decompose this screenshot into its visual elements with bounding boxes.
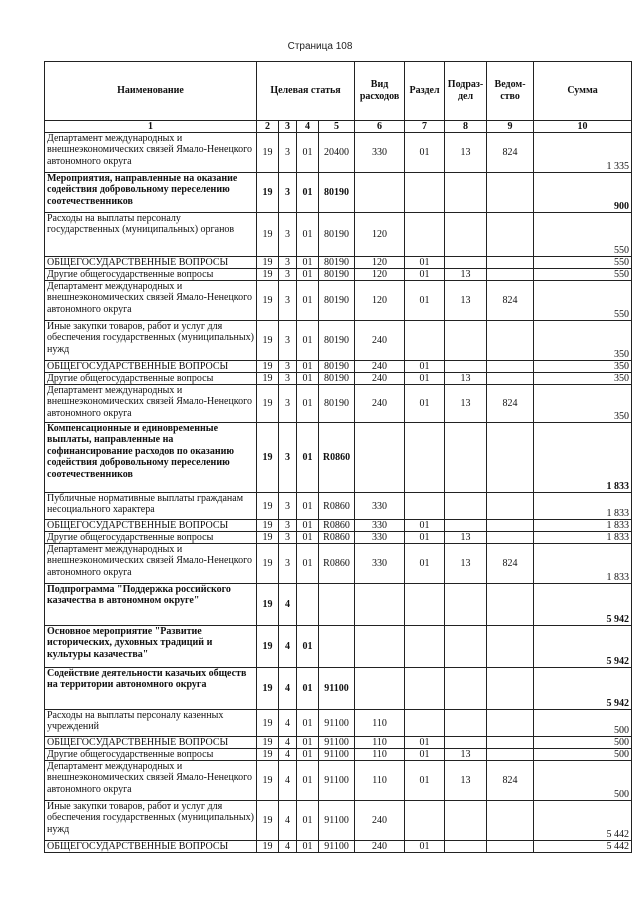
vedomstvo-cell: [487, 173, 534, 213]
table-row: [45, 749, 632, 761]
col-number: 10: [534, 121, 632, 133]
row-name-cell: Иные закупки товаров, работ и услуг для обеспечения государственных (муниципальных) нужд: [45, 321, 257, 361]
row-name-cell: Публичные нормативные выплаты гражданам несоциального характера: [45, 493, 257, 520]
razdel-cell: 01: [405, 385, 445, 423]
table-row: [45, 520, 632, 532]
sum-cell: 500: [534, 710, 632, 737]
sum-cell: 900: [534, 173, 632, 213]
target-code-2-cell: 19: [257, 385, 279, 423]
sum-cell: 550: [534, 257, 632, 269]
target-code-4-cell: 01: [297, 493, 319, 520]
target-code-2-cell: 19: [257, 257, 279, 269]
vid-cell: 120: [355, 281, 405, 321]
sum-cell: 5 942: [534, 626, 632, 668]
razdel-cell: 01: [405, 761, 445, 801]
sum-cell: 1 833: [534, 493, 632, 520]
razdel-cell: 01: [405, 361, 445, 373]
razdel-cell: [405, 710, 445, 737]
podrazdel-cell: [445, 493, 487, 520]
sum-cell: 1 833: [534, 423, 632, 493]
target-code-3-cell: 4: [279, 710, 297, 737]
col-number: 9: [487, 121, 534, 133]
col-number: 7: [405, 121, 445, 133]
target-code-4-cell: 01: [297, 423, 319, 493]
target-code-5-cell: 80190: [319, 269, 355, 281]
vid-cell: [355, 668, 405, 710]
podrazdel-cell: [445, 361, 487, 373]
podrazdel-cell: [445, 423, 487, 493]
razdel-cell: 01: [405, 520, 445, 532]
target-code-4-cell: 01: [297, 361, 319, 373]
razdel-cell: 01: [405, 749, 445, 761]
vedomstvo-cell: [487, 710, 534, 737]
target-code-4-cell: 01: [297, 761, 319, 801]
target-code-4-cell: 01: [297, 321, 319, 361]
target-code-5-cell: 80190: [319, 281, 355, 321]
target-code-5-cell: 80190: [319, 373, 355, 385]
podrazdel-cell: 13: [445, 373, 487, 385]
vedomstvo-cell: [487, 668, 534, 710]
sum-cell: 550: [534, 281, 632, 321]
vid-cell: 240: [355, 373, 405, 385]
target-code-2-cell: 19: [257, 532, 279, 544]
col-number: 3: [279, 121, 297, 133]
target-code-3-cell: 3: [279, 493, 297, 520]
target-code-4-cell: 01: [297, 749, 319, 761]
target-code-4-cell: 01: [297, 385, 319, 423]
podrazdel-cell: 13: [445, 532, 487, 544]
target-code-5-cell: R0860: [319, 520, 355, 532]
row-name-cell: Основное мероприятие "Развитие исторических, духовных традиций и культуры казачества": [45, 626, 257, 668]
razdel-cell: [405, 493, 445, 520]
vid-cell: 330: [355, 544, 405, 584]
target-code-4-cell: 01: [297, 373, 319, 385]
target-code-2-cell: 19: [257, 710, 279, 737]
vid-cell: 110: [355, 749, 405, 761]
table-row: [45, 281, 632, 321]
vid-cell: 240: [355, 801, 405, 841]
row-name-cell: Департамент международных и внешнеэкономических связей Ямало-Ненецкого автономного округа: [45, 761, 257, 801]
vedomstvo-cell: 824: [487, 133, 534, 173]
target-code-4-cell: 01: [297, 532, 319, 544]
header-name: Наименование: [45, 62, 257, 121]
vid-cell: 120: [355, 213, 405, 257]
table-row: [45, 544, 632, 584]
sum-cell: 5 442: [534, 841, 632, 853]
table-row: [45, 173, 632, 213]
table-row: [45, 801, 632, 841]
table-header: [45, 62, 632, 133]
sum-cell: 1 833: [534, 520, 632, 532]
table-row: [45, 269, 632, 281]
vedomstvo-cell: 824: [487, 281, 534, 321]
target-code-3-cell: 3: [279, 257, 297, 269]
sum-cell: 500: [534, 761, 632, 801]
table-row: [45, 532, 632, 544]
col-number: 8: [445, 121, 487, 133]
podrazdel-cell: [445, 710, 487, 737]
vid-cell: 240: [355, 361, 405, 373]
target-code-2-cell: 19: [257, 269, 279, 281]
target-code-3-cell: 3: [279, 373, 297, 385]
target-code-2-cell: 19: [257, 584, 279, 626]
row-name-cell: Подпрограмма "Поддержка российского казачества в автономном округе": [45, 584, 257, 626]
target-code-3-cell: 3: [279, 423, 297, 493]
table-row: [45, 737, 632, 749]
vedomstvo-cell: [487, 532, 534, 544]
target-code-5-cell: 20400: [319, 133, 355, 173]
target-code-2-cell: 19: [257, 493, 279, 520]
razdel-cell: 01: [405, 257, 445, 269]
table-row: [45, 761, 632, 801]
target-code-3-cell: 4: [279, 668, 297, 710]
target-code-5-cell: 91100: [319, 710, 355, 737]
razdel-cell: [405, 213, 445, 257]
vid-cell: [355, 584, 405, 626]
podrazdel-cell: [445, 668, 487, 710]
table-row: [45, 213, 632, 257]
target-code-2-cell: 19: [257, 173, 279, 213]
target-code-5-cell: 91100: [319, 761, 355, 801]
col-number: 5: [319, 121, 355, 133]
podrazdel-cell: [445, 173, 487, 213]
target-code-2-cell: 19: [257, 841, 279, 853]
header-podrazdel: Подраз-дел: [445, 62, 487, 121]
podrazdel-cell: 13: [445, 749, 487, 761]
target-code-5-cell: 80190: [319, 321, 355, 361]
vid-cell: 120: [355, 269, 405, 281]
razdel-cell: 01: [405, 373, 445, 385]
row-name-cell: Мероприятия, направленные на оказание содействия добровольному переселению соотечественников: [45, 173, 257, 213]
budget-table: [44, 61, 632, 853]
row-name-cell: ОБЩЕГОСУДАРСТВЕННЫЕ ВОПРОСЫ: [45, 257, 257, 269]
target-code-2-cell: 19: [257, 626, 279, 668]
sum-cell: 5 942: [534, 584, 632, 626]
target-code-4-cell: 01: [297, 801, 319, 841]
target-code-4-cell: 01: [297, 544, 319, 584]
vid-cell: 330: [355, 493, 405, 520]
row-name-cell: Другие общегосударственные вопросы: [45, 373, 257, 385]
target-code-5-cell: R0860: [319, 423, 355, 493]
target-code-4-cell: 01: [297, 133, 319, 173]
razdel-cell: 01: [405, 737, 445, 749]
vedomstvo-cell: [487, 841, 534, 853]
col-number: 4: [297, 121, 319, 133]
podrazdel-cell: 13: [445, 269, 487, 281]
vedomstvo-cell: [487, 493, 534, 520]
podrazdel-cell: 13: [445, 544, 487, 584]
vedomstvo-cell: 824: [487, 385, 534, 423]
target-code-3-cell: 3: [279, 213, 297, 257]
podrazdel-cell: [445, 520, 487, 532]
razdel-cell: 01: [405, 133, 445, 173]
target-code-3-cell: 3: [279, 321, 297, 361]
table-row: [45, 423, 632, 493]
vid-cell: 330: [355, 520, 405, 532]
header-vedomstvo: Ведом-ство: [487, 62, 534, 121]
target-code-3-cell: 3: [279, 361, 297, 373]
target-code-4-cell: 01: [297, 737, 319, 749]
header-target: Целевая статья: [257, 62, 355, 121]
target-code-3-cell: 3: [279, 520, 297, 532]
sum-cell: 500: [534, 749, 632, 761]
vid-cell: 110: [355, 737, 405, 749]
row-name-cell: Департамент международных и внешнеэкономических связей Ямало-Ненецкого автономного округа: [45, 133, 257, 173]
target-code-2-cell: 19: [257, 801, 279, 841]
target-code-5-cell: 91100: [319, 801, 355, 841]
vid-cell: 240: [355, 321, 405, 361]
target-code-5-cell: 80190: [319, 385, 355, 423]
target-code-5-cell: 80190: [319, 257, 355, 269]
target-code-5-cell: 91100: [319, 749, 355, 761]
target-code-5-cell: [319, 626, 355, 668]
target-code-2-cell: 19: [257, 213, 279, 257]
podrazdel-cell: [445, 626, 487, 668]
vid-cell: 330: [355, 532, 405, 544]
target-code-2-cell: 19: [257, 749, 279, 761]
target-code-3-cell: 3: [279, 532, 297, 544]
table-body: [45, 133, 632, 853]
podrazdel-cell: [445, 737, 487, 749]
target-code-4-cell: 01: [297, 841, 319, 853]
sum-cell: 550: [534, 269, 632, 281]
table-row: [45, 385, 632, 423]
sum-cell: 350: [534, 385, 632, 423]
target-code-5-cell: 91100: [319, 668, 355, 710]
target-code-2-cell: 19: [257, 544, 279, 584]
col-number: 1: [45, 121, 257, 133]
vid-cell: 240: [355, 841, 405, 853]
row-name-cell: ОБЩЕГОСУДАРСТВЕННЫЕ ВОПРОСЫ: [45, 361, 257, 373]
vid-cell: 330: [355, 133, 405, 173]
target-code-4-cell: 01: [297, 520, 319, 532]
row-name-cell: Другие общегосударственные вопросы: [45, 749, 257, 761]
row-name-cell: Расходы на выплаты персоналу государственных (муниципальных) органов: [45, 213, 257, 257]
row-name-cell: Другие общегосударственные вопросы: [45, 532, 257, 544]
col-number: 6: [355, 121, 405, 133]
razdel-cell: [405, 173, 445, 213]
target-code-3-cell: 3: [279, 133, 297, 173]
vedomstvo-cell: [487, 423, 534, 493]
col-number: 2: [257, 121, 279, 133]
target-code-3-cell: 4: [279, 801, 297, 841]
target-code-4-cell: 01: [297, 281, 319, 321]
row-name-cell: Департамент международных и внешнеэкономических связей Ямало-Ненецкого автономного округа: [45, 281, 257, 321]
target-code-4-cell: 01: [297, 710, 319, 737]
target-code-2-cell: 19: [257, 321, 279, 361]
sum-cell: 350: [534, 373, 632, 385]
vedomstvo-cell: [487, 213, 534, 257]
table-row: [45, 321, 632, 361]
target-code-5-cell: 80190: [319, 361, 355, 373]
vid-cell: 110: [355, 710, 405, 737]
target-code-2-cell: 19: [257, 761, 279, 801]
sum-cell: 350: [534, 361, 632, 373]
table-row: [45, 493, 632, 520]
vedomstvo-cell: [487, 373, 534, 385]
table-row: [45, 626, 632, 668]
row-name-cell: Расходы на выплаты персоналу казенных учреждений: [45, 710, 257, 737]
sum-cell: 350: [534, 321, 632, 361]
target-code-3-cell: 4: [279, 761, 297, 801]
row-name-cell: Другие общегосударственные вопросы: [45, 269, 257, 281]
vedomstvo-cell: [487, 321, 534, 361]
sum-cell: 1 833: [534, 544, 632, 584]
sum-cell: 1 335: [534, 133, 632, 173]
target-code-3-cell: 3: [279, 385, 297, 423]
podrazdel-cell: 13: [445, 133, 487, 173]
vid-cell: [355, 173, 405, 213]
row-name-cell: Иные закупки товаров, работ и услуг для обеспечения государственных (муниципальных) нужд: [45, 801, 257, 841]
sum-cell: 500: [534, 737, 632, 749]
razdel-cell: 01: [405, 281, 445, 321]
target-code-3-cell: 3: [279, 281, 297, 321]
row-name-cell: ОБЩЕГОСУДАРСТВЕННЫЕ ВОПРОСЫ: [45, 520, 257, 532]
razdel-cell: [405, 423, 445, 493]
razdel-cell: [405, 321, 445, 361]
razdel-cell: 01: [405, 544, 445, 584]
budget-table-container: [44, 61, 631, 853]
target-code-4-cell: 01: [297, 173, 319, 213]
vedomstvo-cell: [487, 749, 534, 761]
target-code-5-cell: 80190: [319, 173, 355, 213]
vedomstvo-cell: [487, 737, 534, 749]
razdel-cell: [405, 668, 445, 710]
podrazdel-cell: [445, 584, 487, 626]
target-code-3-cell: 4: [279, 841, 297, 853]
vedomstvo-cell: 824: [487, 761, 534, 801]
target-code-3-cell: 3: [279, 269, 297, 281]
target-code-2-cell: 19: [257, 361, 279, 373]
table-row: [45, 257, 632, 269]
target-code-4-cell: 01: [297, 257, 319, 269]
target-code-3-cell: 4: [279, 737, 297, 749]
target-code-3-cell: 4: [279, 749, 297, 761]
sum-cell: 550: [534, 213, 632, 257]
vid-cell: [355, 423, 405, 493]
target-code-3-cell: 3: [279, 173, 297, 213]
sum-cell: 5 442: [534, 801, 632, 841]
target-code-3-cell: 4: [279, 584, 297, 626]
podrazdel-cell: [445, 801, 487, 841]
vedomstvo-cell: 824: [487, 544, 534, 584]
target-code-4-cell: 01: [297, 668, 319, 710]
target-code-2-cell: 19: [257, 520, 279, 532]
podrazdel-cell: 13: [445, 281, 487, 321]
target-code-4-cell: 01: [297, 269, 319, 281]
vedomstvo-cell: [487, 584, 534, 626]
target-code-2-cell: 19: [257, 423, 279, 493]
vid-cell: 120: [355, 257, 405, 269]
table-row: [45, 133, 632, 173]
target-code-5-cell: [319, 584, 355, 626]
podrazdel-cell: [445, 841, 487, 853]
vedomstvo-cell: [487, 361, 534, 373]
target-code-5-cell: 91100: [319, 841, 355, 853]
row-name-cell: Департамент международных и внешнеэкономических связей Ямало-Ненецкого автономного округа: [45, 385, 257, 423]
vid-cell: [355, 626, 405, 668]
target-code-5-cell: 80190: [319, 213, 355, 257]
vedomstvo-cell: [487, 801, 534, 841]
row-name-cell: Содействие деятельности казачьих обществ на территории автономного округа: [45, 668, 257, 710]
target-code-2-cell: 19: [257, 373, 279, 385]
razdel-cell: [405, 801, 445, 841]
target-code-3-cell: 3: [279, 544, 297, 584]
podrazdel-cell: 13: [445, 761, 487, 801]
vid-cell: 110: [355, 761, 405, 801]
target-code-3-cell: 4: [279, 626, 297, 668]
sum-cell: 5 942: [534, 668, 632, 710]
header-vid: Вид расходов: [355, 62, 405, 121]
target-code-2-cell: 19: [257, 133, 279, 173]
table-row: [45, 668, 632, 710]
target-code-2-cell: 19: [257, 281, 279, 321]
page-label: Страница 108: [287, 41, 353, 52]
vid-cell: 240: [355, 385, 405, 423]
header-razdel: Раздел: [405, 62, 445, 121]
sum-cell: 1 833: [534, 532, 632, 544]
razdel-cell: 01: [405, 269, 445, 281]
target-code-4-cell: 01: [297, 626, 319, 668]
table-row: [45, 373, 632, 385]
vedomstvo-cell: [487, 520, 534, 532]
target-code-5-cell: 91100: [319, 737, 355, 749]
target-code-4-cell: 01: [297, 213, 319, 257]
podrazdel-cell: [445, 213, 487, 257]
razdel-cell: 01: [405, 532, 445, 544]
razdel-cell: [405, 584, 445, 626]
table-row: [45, 361, 632, 373]
podrazdel-cell: [445, 257, 487, 269]
table-row: [45, 584, 632, 626]
row-name-cell: Компенсационные и единовременные выплаты, направленные на софинансирование расходов по оказанию содействия добровольному переселению соотечественников: [45, 423, 257, 493]
target-code-2-cell: 19: [257, 668, 279, 710]
vedomstvo-cell: [487, 269, 534, 281]
target-code-4-cell: [297, 584, 319, 626]
target-code-5-cell: R0860: [319, 532, 355, 544]
razdel-cell: 01: [405, 841, 445, 853]
target-code-2-cell: 19: [257, 737, 279, 749]
podrazdel-cell: 13: [445, 385, 487, 423]
row-name-cell: ОБЩЕГОСУДАРСТВЕННЫЕ ВОПРОСЫ: [45, 737, 257, 749]
razdel-cell: [405, 626, 445, 668]
table-row: [45, 710, 632, 737]
target-code-5-cell: R0860: [319, 544, 355, 584]
row-name-cell: Департамент международных и внешнеэкономических связей Ямало-Ненецкого автономного округа: [45, 544, 257, 584]
podrazdel-cell: [445, 321, 487, 361]
vedomstvo-cell: [487, 626, 534, 668]
vedomstvo-cell: [487, 257, 534, 269]
target-code-5-cell: R0860: [319, 493, 355, 520]
header-summa: Сумма: [534, 62, 632, 121]
table-row: [45, 841, 632, 853]
row-name-cell: ОБЩЕГОСУДАРСТВЕННЫЕ ВОПРОСЫ: [45, 841, 257, 853]
